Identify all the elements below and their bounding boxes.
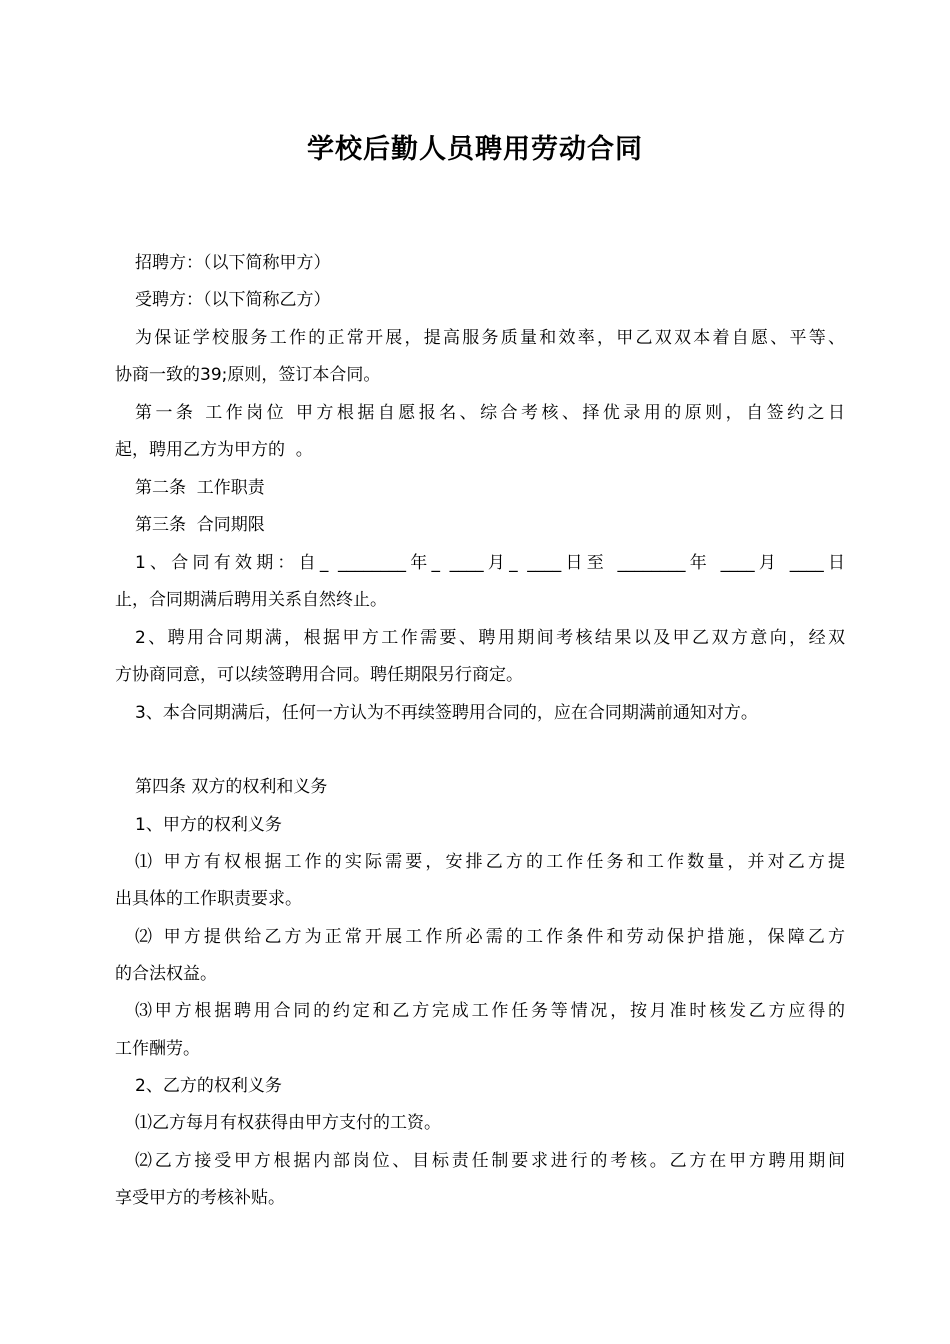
article-4-heading: 第四条 双方的权利和义务: [135, 777, 328, 797]
employer-line: 招聘方：（以下简称甲方）: [135, 253, 331, 273]
party-a-item-1-line-1: ⑴ 甲方有权根据工作的实际需要，安排乙方的工作任务和工作数量，并对乙方提: [135, 852, 845, 872]
party-a-heading: 1、甲方的权利义务: [135, 815, 282, 835]
party-a-item-2-line-1: ⑵ 甲方提供给乙方为正常开展工作所必需的工作条件和劳动保护措施，保障乙方: [135, 927, 845, 947]
renewal-line-1: 2、聘用合同期满，根据甲方工作需要、聘用期间考核结果以及甲乙双方意向，经双: [135, 628, 845, 648]
article-3-heading: 第三条 合同期限: [135, 515, 265, 535]
employee-line: 受聘方：（以下简称乙方）: [135, 290, 331, 310]
party-b-item-2-line-1: ⑵乙方接受甲方根据内部岗位、目标责任制要求进行的考核。乙方在甲方聘用期间: [135, 1151, 845, 1171]
party-b-item-1: ⑴乙方每月有权获得由甲方支付的工资。: [135, 1113, 441, 1133]
article-1-line-2: 起，聘用乙方为甲方的 。: [115, 440, 313, 460]
preamble-line-1: 为保证学校服务工作的正常开展，提高服务质量和效率，甲乙双双本着自愿、平等、: [135, 328, 845, 348]
party-a-item-1-line-2: 出具体的工作职责要求。: [115, 889, 302, 909]
article-2-heading: 第二条 工作职责: [135, 478, 265, 498]
document-title: 学校后勤人员聘用劳动合同: [307, 134, 643, 165]
term-line-1: 1、合同有效期：自_ ________年_ ____月_ ____日至 ________年 ____月 ____日: [135, 553, 845, 573]
renewal-line-2: 方协商同意，可以续签聘用合同。聘任期限另行商定。: [115, 665, 523, 685]
party-a-item-3-line-2: 工作酬劳。: [115, 1039, 200, 1059]
party-a-item-3-line-1: ⑶甲方根据聘用合同的约定和乙方完成工作任务等情况，按月准时核发乙方应得的: [135, 1001, 845, 1021]
expiry-notice-line: 3、本合同期满后，任何一方认为不再续签聘用合同的，应在合同期满前通知对方。: [135, 703, 758, 723]
term-line-2: 止，合同期满后聘用关系自然终止。: [115, 590, 387, 610]
article-1-line-1: 第一条 工作岗位 甲方根据自愿报名、综合考核、择优录用的原则，自签约之日: [135, 403, 845, 423]
party-b-heading: 2、乙方的权利义务: [135, 1076, 282, 1096]
party-a-item-2-line-2: 的合法权益。: [115, 964, 217, 984]
party-b-item-2-line-2: 享受甲方的考核补贴。: [115, 1188, 285, 1208]
preamble-line-2: 协商一致的39;原则，签订本合同。: [115, 365, 381, 385]
